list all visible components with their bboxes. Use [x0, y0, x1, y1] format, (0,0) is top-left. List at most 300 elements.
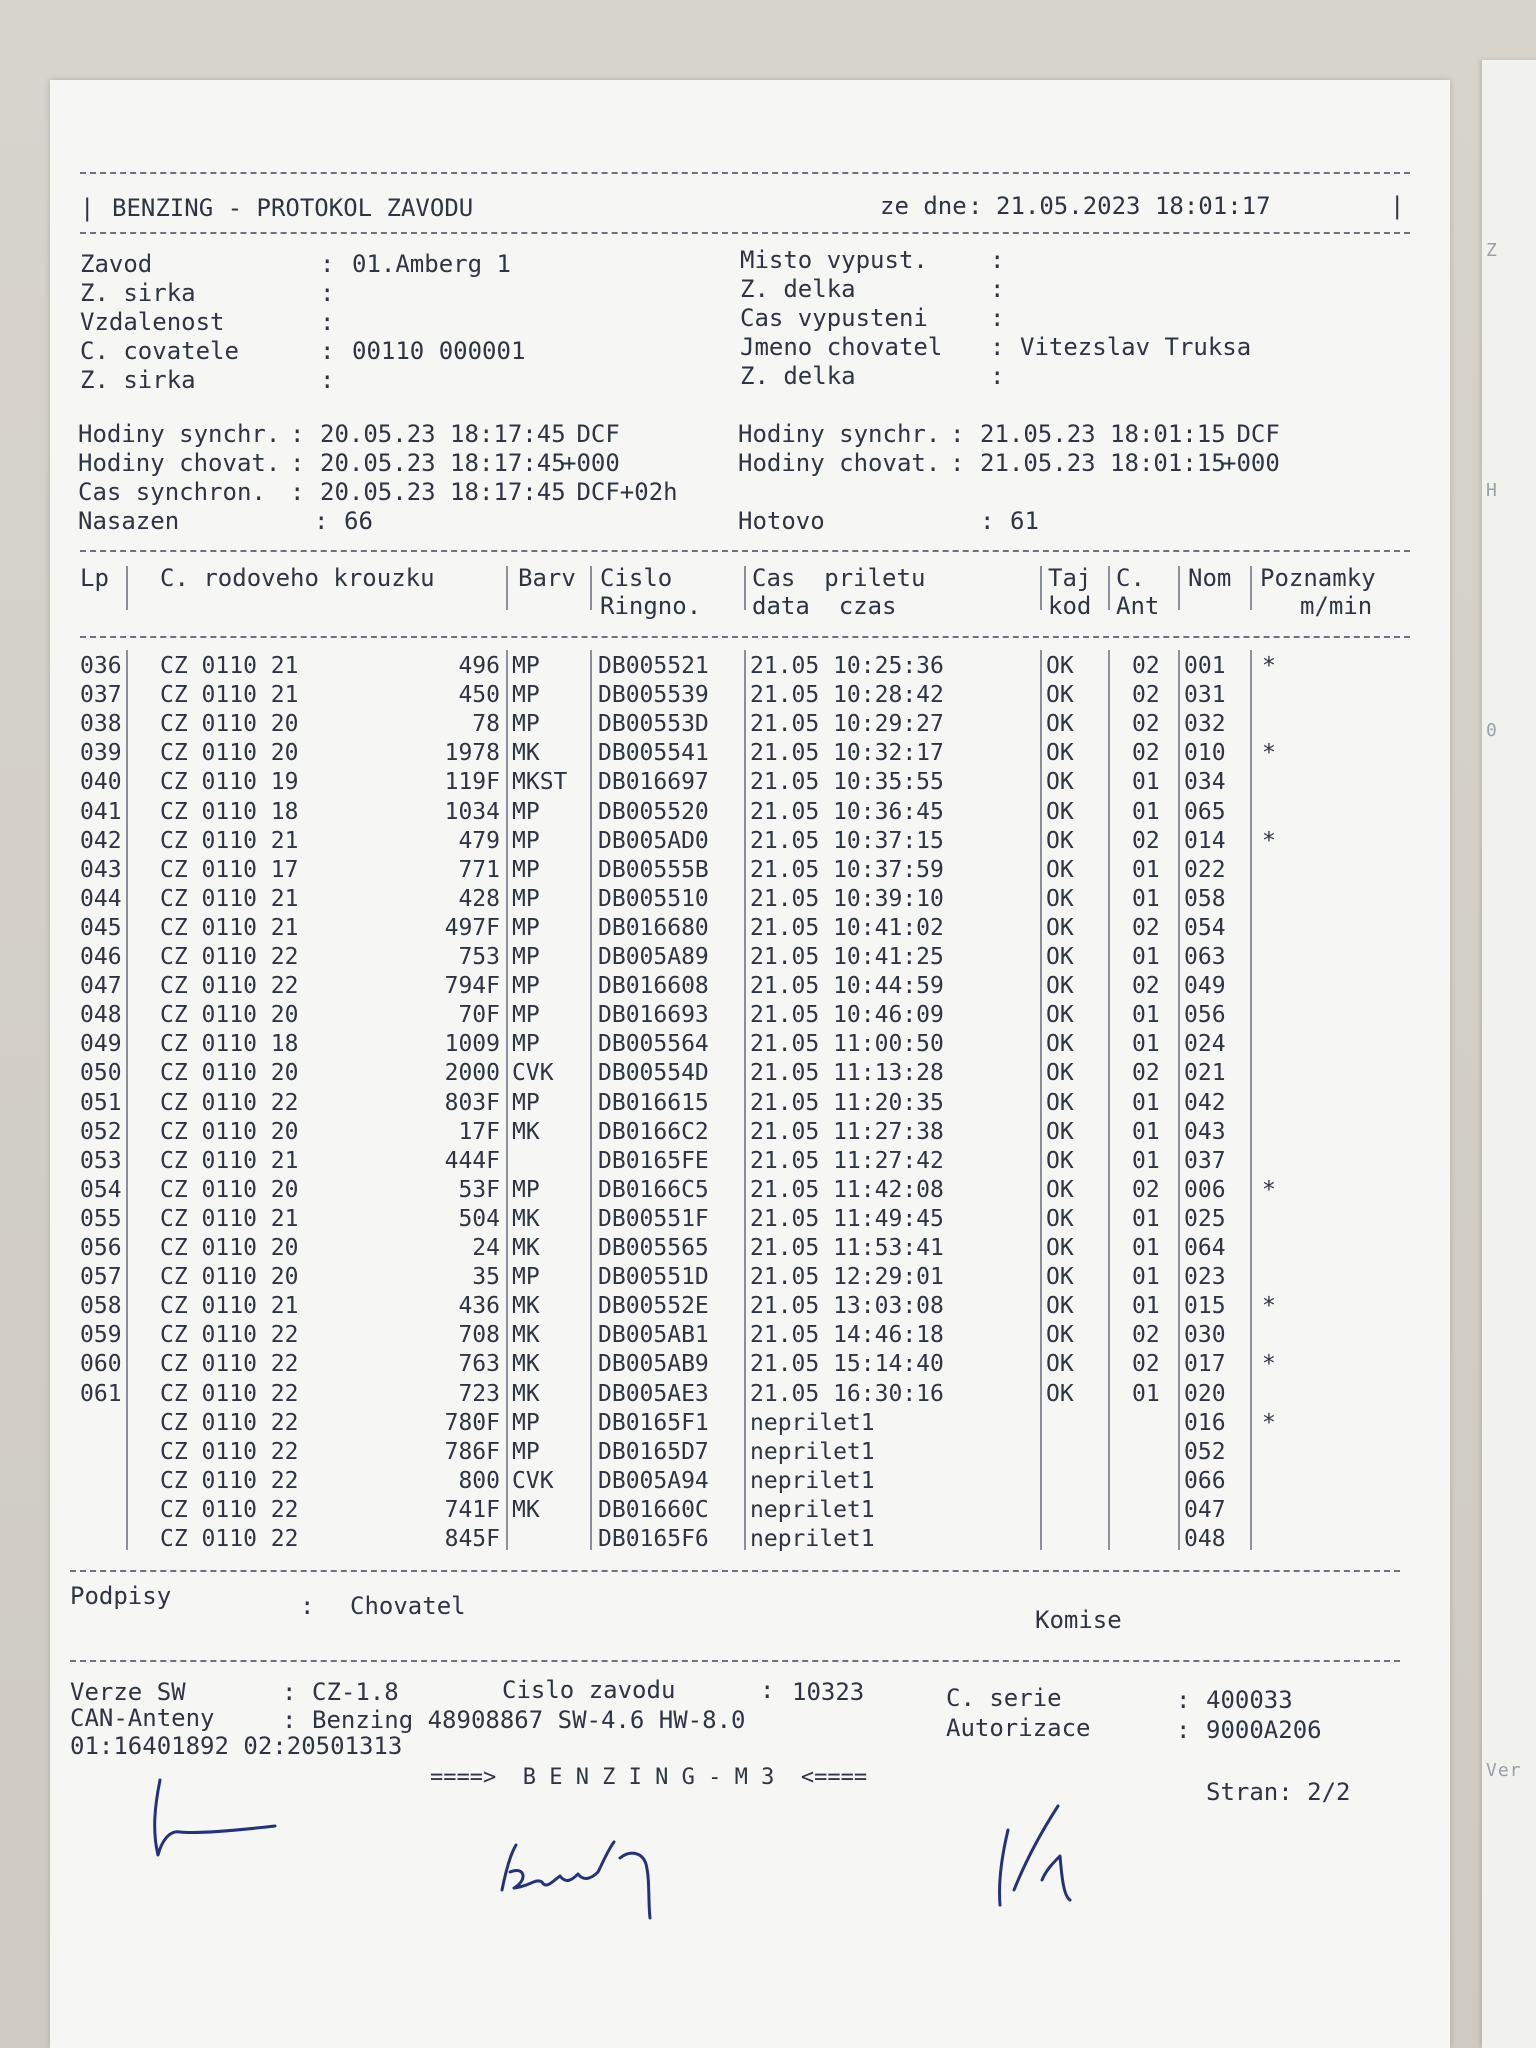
- table-row: [50, 943, 1410, 972]
- cell-ring-prefix: CZ 0110 18: [160, 798, 299, 825]
- footer-antennas: 01:16401892 02:20501313: [70, 1732, 403, 1760]
- info-left-label: Z. sirka: [80, 279, 196, 307]
- cell-lp: 053: [80, 1147, 122, 1174]
- signature-scribble-2: [480, 1800, 740, 1930]
- cell-ringno: DB016680: [598, 914, 709, 941]
- cell-antenna: 01: [1132, 1089, 1160, 1116]
- cell-note: *: [1262, 1176, 1276, 1203]
- cell-lp: 059: [80, 1322, 122, 1349]
- cell-nom: 031: [1184, 682, 1226, 709]
- cell-color: MP: [512, 1176, 540, 1203]
- info-right-value: Vitezslav Truksa: [1020, 333, 1252, 361]
- signature-chovatel: Chovatel: [350, 1592, 466, 1620]
- cell-ringno: DB00553D: [598, 711, 709, 738]
- table-row: [50, 1234, 1410, 1263]
- cell-ring-prefix: CZ 0110 21: [160, 1147, 299, 1174]
- cell-ring-prefix: CZ 0110 20: [160, 1264, 299, 1291]
- cell-code: OK: [1046, 827, 1074, 854]
- cell-ring-prefix: CZ 0110 21: [160, 653, 299, 679]
- cell-ring-number: 763: [458, 1351, 500, 1378]
- footer-autor-label: Autorizace: [946, 1714, 1091, 1742]
- cell-code: OK: [1046, 653, 1074, 679]
- cell-ring-number: 794F: [444, 973, 500, 1000]
- col-mmin-header: m/min: [1300, 592, 1373, 620]
- col-poznamky-header: Poznamky: [1260, 564, 1376, 592]
- cell-color: MKST: [512, 769, 568, 796]
- cell-code: OK: [1046, 973, 1074, 1000]
- cell-ringno: DB016615: [598, 1089, 709, 1116]
- info-right-colon: :: [990, 246, 1005, 274]
- cell-ring-prefix: CZ 0110 22: [160, 1351, 299, 1378]
- cell-antenna: 02: [1132, 711, 1160, 738]
- cell-ring-number: 741F: [444, 1496, 500, 1523]
- cell-ring-prefix: CZ 0110 22: [160, 1409, 299, 1436]
- table-row: [50, 1030, 1410, 1059]
- table-row: [50, 1118, 1410, 1147]
- cell-ring-prefix: CZ 0110 22: [160, 1496, 299, 1523]
- cell-nom: 043: [1184, 1118, 1226, 1145]
- cell-arrival: 21.05 10:44:59: [750, 973, 944, 1000]
- clock-left-label: Hodiny synchr.: [78, 420, 281, 448]
- cell-ringno: DB005A89: [598, 944, 709, 970]
- table-row: [50, 856, 1410, 885]
- info-left-label: Z. sirka: [80, 366, 196, 394]
- clock-right-suffix: DCF: [1222, 420, 1280, 448]
- table-row: [50, 1380, 1410, 1409]
- cell-color: MP: [512, 973, 540, 1000]
- cell-ringno: DB005510: [598, 885, 709, 912]
- col-sep-5: [1040, 566, 1042, 610]
- protocol-page: [50, 80, 1450, 2048]
- cell-ringno: DB005AB1: [598, 1322, 709, 1349]
- cell-nom: 006: [1184, 1176, 1226, 1203]
- col-ring-header: C. rodoveho krouzku: [160, 564, 435, 592]
- table-row: [50, 1321, 1410, 1350]
- table-row: [50, 739, 1410, 768]
- clock-right-label: Hotovo: [738, 507, 825, 535]
- cell-ringno: DB0166C5: [598, 1176, 709, 1203]
- col-sep-7: [1178, 566, 1180, 610]
- cell-nom: 017: [1184, 1351, 1226, 1378]
- cell-ringno: DB005AD0: [598, 827, 709, 854]
- cell-code: OK: [1046, 1293, 1074, 1320]
- cell-color: MP: [512, 1002, 540, 1029]
- cell-ringno: DB005AE3: [598, 1380, 709, 1407]
- cell-ring-prefix: CZ 0110 21: [160, 827, 299, 854]
- table-row: [50, 768, 1410, 797]
- cell-lp: 054: [80, 1176, 122, 1203]
- cell-ring-number: 119F: [444, 769, 500, 796]
- cell-ring-number: 723: [458, 1380, 500, 1407]
- cell-arrival: 21.05 11:53:41: [750, 1235, 944, 1261]
- cell-ring-prefix: CZ 0110 20: [160, 1176, 299, 1203]
- cell-code: OK: [1046, 1322, 1074, 1349]
- cell-lp: 036: [80, 653, 122, 679]
- cell-antenna: 01: [1132, 798, 1160, 825]
- col-cas-header: Cas priletu: [752, 564, 926, 592]
- cell-ringno: DB00555B: [598, 856, 709, 883]
- cell-lp: 058: [80, 1293, 122, 1320]
- info-bottom-rule: [80, 550, 1410, 552]
- cell-nom: 058: [1184, 885, 1226, 912]
- cell-color: MP: [512, 653, 540, 679]
- cell-nom: 001: [1184, 653, 1226, 679]
- cell-ring-prefix: CZ 0110 20: [160, 1235, 299, 1261]
- cell-ring-number: 496: [458, 653, 500, 679]
- cell-nom: 056: [1184, 1002, 1226, 1029]
- cell-arrival: 21.05 10:35:55: [750, 769, 944, 796]
- date-value: 21.05.2023 18:01:17: [996, 192, 1271, 220]
- cell-ringno: DB005AB9: [598, 1351, 709, 1378]
- clock-right-value: 21.05.23 18:01:15: [980, 449, 1226, 477]
- cell-antenna: 01: [1132, 1293, 1160, 1320]
- header-top-rule: [80, 172, 1410, 174]
- cell-code: OK: [1046, 1147, 1074, 1174]
- cell-ringno: DB005521: [598, 653, 709, 679]
- cell-color: MK: [512, 1322, 540, 1349]
- cell-code: OK: [1046, 914, 1074, 941]
- table-row: [50, 885, 1410, 914]
- cell-nom: 065: [1184, 798, 1226, 825]
- cell-antenna: 01: [1132, 1380, 1160, 1407]
- cell-antenna: 02: [1132, 740, 1160, 767]
- cell-lp: 055: [80, 1205, 122, 1232]
- clock-right-value: 21.05.23 18:01:15: [980, 420, 1226, 448]
- footer-can-value: Benzing 48908867 SW-4.6 HW-8.0: [312, 1706, 746, 1734]
- cell-ring-prefix: CZ 0110 21: [160, 1205, 299, 1232]
- footer-serie-label: C. serie: [946, 1684, 1062, 1712]
- cell-ringno: DB00551F: [598, 1205, 709, 1232]
- clock-left-label: Cas synchron.: [78, 478, 266, 506]
- cell-color: MP: [512, 944, 540, 970]
- cell-color: MP: [512, 827, 540, 854]
- cell-ringno: DB0166C2: [598, 1118, 709, 1145]
- cell-antenna: 02: [1132, 827, 1160, 854]
- table-row: [50, 1350, 1410, 1379]
- page-title: BENZING - PROTOKOL ZAVODU: [112, 194, 474, 222]
- cell-color: MP: [512, 1409, 540, 1436]
- cell-nom: 020: [1184, 1380, 1226, 1407]
- cell-color: MK: [512, 1351, 540, 1378]
- info-left-colon: :: [320, 308, 335, 336]
- clock-right-label: Hodiny chovat.: [738, 449, 941, 477]
- cell-ring-number: 1978: [444, 740, 500, 767]
- table-row: [50, 652, 1410, 681]
- cell-nom: 048: [1184, 1526, 1226, 1552]
- table-row: [50, 1467, 1410, 1496]
- cell-lp: 046: [80, 944, 122, 970]
- col-c-header: C.: [1116, 564, 1145, 592]
- cell-nom: 015: [1184, 1293, 1226, 1320]
- cell-ringno: DB016697: [598, 769, 709, 796]
- col-sep-4: [744, 566, 746, 610]
- date-label: ze dne: [880, 192, 967, 220]
- col-sep-8: [1250, 566, 1252, 610]
- cell-arrival: 21.05 14:46:18: [750, 1322, 944, 1349]
- cell-antenna: 01: [1132, 1235, 1160, 1261]
- cell-nom: 021: [1184, 1060, 1226, 1087]
- cell-ring-number: 1009: [444, 1031, 500, 1058]
- signature-scribble-3: [950, 1770, 1150, 1920]
- cell-nom: 064: [1184, 1235, 1226, 1261]
- info-left-colon: :: [320, 366, 335, 394]
- info-left-label: Vzdalenost: [80, 308, 225, 336]
- footer-can-label: CAN-Anteny: [70, 1704, 215, 1732]
- info-right-label: Misto vypust.: [740, 246, 928, 274]
- table-row: [50, 1089, 1410, 1118]
- cell-ring-prefix: CZ 0110 17: [160, 856, 299, 883]
- cell-nom: 049: [1184, 973, 1226, 1000]
- cell-ring-number: 504: [458, 1205, 500, 1232]
- cell-arrival: 21.05 11:49:45: [750, 1205, 944, 1232]
- cell-code: OK: [1046, 740, 1074, 767]
- cell-antenna: 02: [1132, 914, 1160, 941]
- cell-lp: 038: [80, 711, 122, 738]
- cell-arrival: neprilet1: [750, 1409, 875, 1436]
- cell-lp: 048: [80, 1002, 122, 1029]
- info-left-colon: :: [320, 250, 335, 278]
- footer-verze-colon: :: [282, 1678, 297, 1706]
- cell-arrival: neprilet1: [750, 1438, 875, 1465]
- cell-arrival: 21.05 15:14:40: [750, 1351, 944, 1378]
- cell-nom: 024: [1184, 1031, 1226, 1058]
- table-row: [50, 1292, 1410, 1321]
- cell-ring-prefix: CZ 0110 22: [160, 1467, 299, 1494]
- table-header-rule: [80, 636, 1410, 638]
- table-row: [50, 681, 1410, 710]
- cell-ring-prefix: CZ 0110 18: [160, 1031, 299, 1058]
- cell-lp: 039: [80, 740, 122, 767]
- cell-arrival: 21.05 10:39:10: [750, 885, 944, 912]
- clock-right-colon: :: [950, 449, 965, 477]
- cell-ring-number: 428: [458, 885, 500, 912]
- cell-arrival: 21.05 11:20:35: [750, 1089, 944, 1116]
- cell-lp: 049: [80, 1031, 122, 1058]
- clock-left-colon: :: [290, 449, 305, 477]
- table-row: [50, 1409, 1410, 1438]
- cell-lp: 042: [80, 827, 122, 854]
- cell-ring-number: 24: [472, 1235, 500, 1261]
- cell-code: OK: [1046, 1264, 1074, 1291]
- info-right-colon: :: [990, 333, 1005, 361]
- col-ant-header: Ant: [1116, 592, 1160, 620]
- footer-cislo-label: Cislo zavodu: [502, 1676, 676, 1704]
- table-row: [50, 1525, 1410, 1554]
- cell-lp: 040: [80, 769, 122, 796]
- cell-lp: 056: [80, 1235, 122, 1261]
- cell-ring-prefix: CZ 0110 21: [160, 682, 299, 709]
- cell-ringno: DB00551D: [598, 1264, 709, 1291]
- table-row: [50, 1263, 1410, 1292]
- cell-lp: 050: [80, 1060, 122, 1087]
- footer-autor-value: 9000A206: [1206, 1716, 1322, 1744]
- cell-ring-prefix: CZ 0110 22: [160, 1438, 299, 1465]
- cell-color: MK: [512, 1118, 540, 1145]
- cell-code: OK: [1046, 711, 1074, 738]
- cell-ring-number: 2000: [444, 1060, 500, 1087]
- cell-note: *: [1262, 1351, 1276, 1378]
- cell-antenna: 01: [1132, 1147, 1160, 1174]
- table-row: [50, 1147, 1410, 1176]
- table-row: [50, 827, 1410, 856]
- table-row: [50, 1059, 1410, 1088]
- cell-nom: 014: [1184, 827, 1226, 854]
- cell-arrival: 21.05 10:28:42: [750, 682, 944, 709]
- cell-code: OK: [1046, 1380, 1074, 1407]
- footer-serie-colon: :: [1176, 1686, 1191, 1714]
- clock-right-suffix: +000: [1222, 449, 1280, 477]
- cell-ring-prefix: CZ 0110 21: [160, 914, 299, 941]
- footer-serie-value: 400033: [1206, 1686, 1293, 1714]
- cell-ringno: DB016693: [598, 1002, 709, 1029]
- cell-arrival: 21.05 13:03:08: [750, 1293, 944, 1320]
- footer-cislo-value: 10323: [792, 1678, 865, 1706]
- cell-ringno: DB005564: [598, 1031, 709, 1058]
- cell-nom: 042: [1184, 1089, 1226, 1116]
- cell-code: OK: [1046, 1351, 1074, 1378]
- cell-ring-prefix: CZ 0110 21: [160, 885, 299, 912]
- cell-lp: 052: [80, 1118, 122, 1145]
- cell-color: MP: [512, 1089, 540, 1116]
- signature-komise: Komise: [1035, 1606, 1122, 1634]
- cell-note: *: [1262, 653, 1276, 679]
- cell-ring-prefix: CZ 0110 22: [160, 1322, 299, 1349]
- cell-code: OK: [1046, 1205, 1074, 1232]
- cell-nom: 032: [1184, 711, 1226, 738]
- clock-left-label: Nasazen: [78, 507, 180, 535]
- cell-antenna: 01: [1132, 1205, 1160, 1232]
- cell-arrival: neprilet1: [750, 1467, 875, 1494]
- cell-ringno: DB0165FE: [598, 1147, 709, 1174]
- cell-color: MP: [512, 856, 540, 883]
- footer-can-colon: :: [282, 1706, 297, 1734]
- clock-left-colon: :: [314, 507, 329, 535]
- cell-antenna: 01: [1132, 1002, 1160, 1029]
- cell-arrival: 21.05 12:29:01: [750, 1264, 944, 1291]
- cell-ring-prefix: CZ 0110 22: [160, 1089, 299, 1116]
- cell-code: OK: [1046, 1002, 1074, 1029]
- clock-left-value: 20.05.23 18:17:45: [320, 478, 566, 506]
- cell-lp: 041: [80, 798, 122, 825]
- cell-arrival: 21.05 11:27:38: [750, 1118, 944, 1145]
- cell-nom: 010: [1184, 740, 1226, 767]
- cell-lp: 061: [80, 1380, 122, 1407]
- cell-arrival: 21.05 10:41:02: [750, 914, 944, 941]
- info-right-label: Jmeno chovatel: [740, 333, 943, 361]
- cell-ring-prefix: CZ 0110 20: [160, 711, 299, 738]
- cell-arrival: 21.05 10:36:45: [750, 798, 944, 825]
- cell-nom: 023: [1184, 1264, 1226, 1291]
- cell-nom: 047: [1184, 1496, 1226, 1523]
- cell-color: CVK: [512, 1060, 554, 1087]
- cell-arrival: 21.05 10:46:09: [750, 1002, 944, 1029]
- table-row: [50, 1496, 1410, 1525]
- cell-ring-number: 771: [458, 856, 500, 883]
- cell-code: OK: [1046, 1089, 1074, 1116]
- cell-antenna: 02: [1132, 973, 1160, 1000]
- clock-left-suffix: DCF+02h: [562, 478, 678, 506]
- cell-ringno: DB0165F1: [598, 1409, 709, 1436]
- table-row: [50, 1176, 1410, 1205]
- cell-arrival: 21.05 11:00:50: [750, 1031, 944, 1058]
- cell-code: OK: [1046, 885, 1074, 912]
- cell-color: MK: [512, 1205, 540, 1232]
- cell-color: MK: [512, 740, 540, 767]
- info-left-colon: :: [320, 279, 335, 307]
- signature-scribble-1: [100, 1760, 300, 1880]
- cell-nom: 063: [1184, 944, 1226, 970]
- cell-ring-number: 479: [458, 827, 500, 854]
- clock-left-value: 20.05.23 18:17:45: [320, 449, 566, 477]
- table-row: [50, 1438, 1410, 1467]
- clock-right-colon: :: [980, 507, 995, 535]
- cell-arrival: 21.05 10:32:17: [750, 740, 944, 767]
- cell-arrival: 21.05 11:42:08: [750, 1176, 944, 1203]
- cell-color: MP: [512, 798, 540, 825]
- cell-ring-number: 845F: [444, 1526, 500, 1552]
- info-right-label: Z. delka: [740, 362, 856, 390]
- footer-top-rule: [70, 1660, 1400, 1662]
- cell-code: OK: [1046, 856, 1074, 883]
- header-left-bar: |: [80, 194, 95, 222]
- clock-left-colon: :: [290, 420, 305, 448]
- cell-ring-prefix: CZ 0110 20: [160, 1118, 299, 1145]
- info-right-label: Cas vypusteni: [740, 304, 928, 332]
- cell-nom: 022: [1184, 856, 1226, 883]
- cell-arrival: 21.05 10:29:27: [750, 711, 944, 738]
- cell-code: OK: [1046, 1235, 1074, 1261]
- table-row: [50, 1205, 1410, 1234]
- signature-colon: :: [300, 1592, 315, 1620]
- footer-page-number: Stran: 2/2: [1206, 1778, 1351, 1806]
- cell-arrival: 21.05 11:13:28: [750, 1060, 944, 1087]
- col-sep-2: [506, 566, 508, 610]
- cell-ring-prefix: CZ 0110 20: [160, 740, 299, 767]
- adjacent-page-edge: Z H 0 Ver: [1482, 60, 1536, 2048]
- cell-arrival: neprilet1: [750, 1496, 875, 1523]
- col-sep-3: [590, 566, 592, 610]
- cell-ring-number: 497F: [444, 914, 500, 941]
- cell-color: MK: [512, 1293, 540, 1320]
- cell-note: *: [1262, 1293, 1276, 1320]
- cell-antenna: 01: [1132, 885, 1160, 912]
- info-left-colon: :: [320, 337, 335, 365]
- cell-ringno: DB00552E: [598, 1293, 709, 1320]
- cell-ringno: DB0165D7: [598, 1438, 709, 1465]
- info-right-colon: :: [990, 275, 1005, 303]
- cell-arrival: 21.05 10:25:36: [750, 653, 944, 679]
- cell-lp: 037: [80, 682, 122, 709]
- col-sep-1: [126, 566, 128, 610]
- cell-lp: 044: [80, 885, 122, 912]
- footer-verze-label: Verze SW: [70, 1678, 186, 1706]
- cell-ring-number: 78: [472, 711, 500, 738]
- cell-ring-number: 17F: [458, 1118, 500, 1145]
- cell-nom: 030: [1184, 1322, 1226, 1349]
- clock-left-value: 66: [344, 507, 373, 535]
- cell-lp: 060: [80, 1351, 122, 1378]
- signature-top-rule: [70, 1570, 1400, 1572]
- cell-lp: 057: [80, 1264, 122, 1291]
- cell-color: MK: [512, 1235, 540, 1261]
- cell-ring-number: 800: [458, 1467, 500, 1494]
- cell-arrival: neprilet1: [750, 1526, 875, 1552]
- cell-ring-prefix: CZ 0110 22: [160, 973, 299, 1000]
- cell-antenna: 02: [1132, 1351, 1160, 1378]
- cell-color: MP: [512, 1031, 540, 1058]
- header-right-bar: |: [1390, 192, 1405, 220]
- cell-ring-prefix: CZ 0110 22: [160, 1526, 299, 1552]
